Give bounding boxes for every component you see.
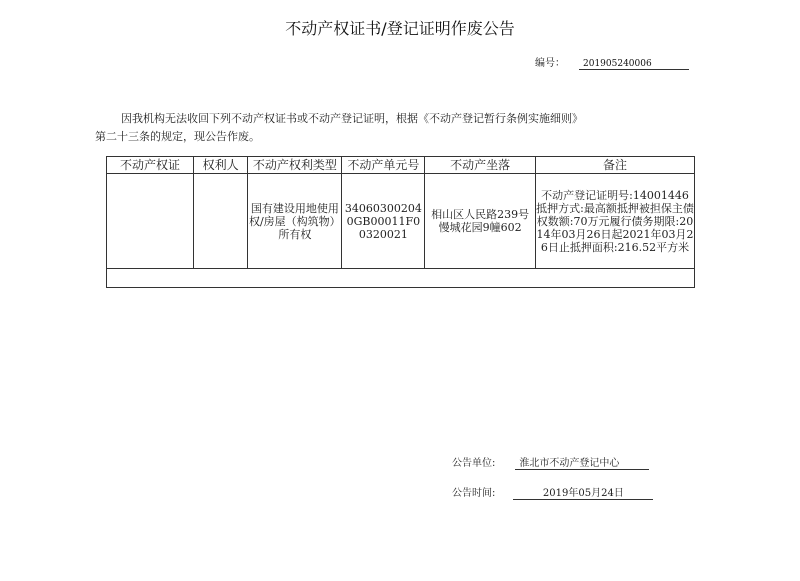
announcing-date xyxy=(452,484,653,500)
table-header-row xyxy=(107,157,695,174)
cell-unit-no: 340603002040GB00011F00320021 xyxy=(342,174,425,269)
cell-owner xyxy=(193,174,247,269)
cell-location: 相山区人民路239号慢城花园9幢602 xyxy=(425,174,536,269)
date-value: 2019年05月24日 xyxy=(513,484,653,500)
header-location: 不动产坐落 xyxy=(425,157,536,174)
header-owner: 权利人 xyxy=(193,157,247,174)
number-label: 编号： xyxy=(535,58,565,69)
announcing-unit xyxy=(452,454,649,470)
unit-value: 淮北市不动产登记中心 xyxy=(515,454,649,470)
notice-line-1: 因我机构无法收回下列不动产权证书或不动产登记证明，根据《不动产登记暂行条例实施细则》 xyxy=(121,112,583,125)
date-label: 公告时间: xyxy=(452,488,496,499)
cell-right-type: 国有建设用地使用权/房屋（构筑物）所有权 xyxy=(248,174,342,269)
void-certificate-table xyxy=(106,156,695,288)
notice-paragraph xyxy=(95,110,695,146)
table-row xyxy=(107,174,695,269)
document-number xyxy=(535,54,689,70)
page-title: 不动产权证书/登记证明作废公告 xyxy=(285,19,515,38)
header-certificate: 不动产权证 xyxy=(107,157,194,174)
unit-label: 公告单位: xyxy=(452,458,496,469)
cell-certificate xyxy=(107,174,194,269)
number-value: 201905240006 xyxy=(579,59,689,70)
cell-remark: 不动产登记证明号:14001446抵押方式:最高额抵押被担保主债权数额:70万元履行债务期限:2014年03月26日起2021年03月26日止抵押面积:216.52平方米 xyxy=(535,174,694,269)
notice-line-2: 第二十三条的规定，现公告作废。 xyxy=(95,130,260,143)
cell-empty xyxy=(107,269,695,288)
header-remark: 备注 xyxy=(535,157,694,174)
header-unit-no: 不动产单元号 xyxy=(342,157,425,174)
header-right-type: 不动产权利类型 xyxy=(248,157,342,174)
table-empty-row xyxy=(107,269,695,288)
